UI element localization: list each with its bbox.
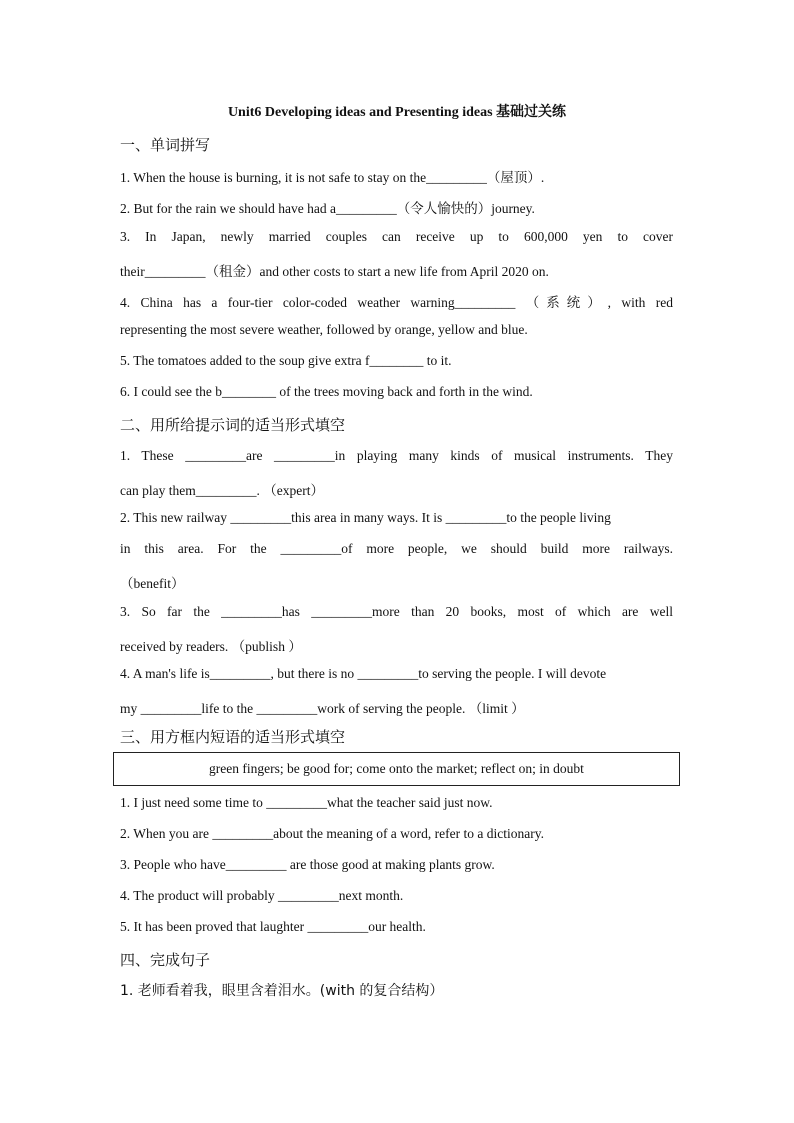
question-line: in this area. For the _________of more people, we should build more railways. bbox=[120, 541, 673, 556]
question-line: 2. But for the rain we should have had a_________（令人愉快的）journey. bbox=[120, 201, 535, 216]
question-line: 1. When the house is burning, it is not safe to stay on the_________（屋顶）. bbox=[120, 170, 545, 185]
page-title: Unit6 Developing ideas and Presenting ideas 基础过关练 bbox=[227, 105, 567, 120]
question-line: 5. It has been proved that laughter _________our health. bbox=[120, 919, 426, 934]
question-line: 6. I could see the b________ of the trees moving back and forth in the wind. bbox=[120, 384, 533, 399]
section-heading-spelling: 一、单词拼写 bbox=[120, 136, 211, 154]
question-line: 4. China has a four-tier color-coded weather warning_________ （系统）, with red bbox=[120, 295, 673, 310]
question-line: 3. People who have_________ are those good at making plants grow. bbox=[120, 857, 495, 872]
question-line: 3. In Japan, newly married couples can receive up to 600,000 yen to cover bbox=[120, 229, 673, 244]
question-line: 1. These _________are _________in playing many kinds of musical instruments. They bbox=[120, 448, 673, 463]
question-line: 1. I just need some time to _________what the teacher said just now. bbox=[120, 795, 493, 810]
question-line: 5. The tomatoes added to the soup give extra f________ to it. bbox=[120, 353, 452, 368]
question-line: representing the most severe weather, followed by orange, yellow and blue. bbox=[120, 322, 528, 337]
question-line: 1. 老师看着我，眼里含着泪水。(with 的复合结构） bbox=[120, 983, 444, 999]
question-line: received by readers. （publish ） bbox=[120, 639, 302, 654]
question-line: 3. So far the _________has _________more than 20 books, most of which are well bbox=[120, 604, 673, 619]
question-line: 2. When you are _________about the meaning of a word, refer to a dictionary. bbox=[120, 826, 544, 841]
section-heading-phrases: 三、用方框内短语的适当形式填空 bbox=[120, 728, 346, 746]
question-line: 4. The product will probably _________next month. bbox=[120, 888, 404, 903]
phrase-box: green fingers; be good for; come onto the market; reflect on; in doubt bbox=[113, 752, 680, 786]
section-heading-complete-sentences: 四、完成句子 bbox=[120, 951, 211, 969]
question-line: can play them_________. （expert） bbox=[120, 483, 324, 498]
section-heading-word-forms: 二、用所给提示词的适当形式填空 bbox=[120, 416, 346, 434]
question-line: 4. A man's life is_________, but there is no _________to serving the people. I will devote bbox=[120, 666, 607, 681]
question-line: their_________（租金）and other costs to start a new life from April 2020 on. bbox=[120, 264, 549, 279]
question-line: 2. This new railway _________this area in many ways. It is _________to the people living bbox=[120, 510, 611, 525]
question-line: my _________life to the _________work of serving the people. （limit ） bbox=[120, 701, 525, 716]
question-line: （benefit） bbox=[120, 576, 185, 591]
